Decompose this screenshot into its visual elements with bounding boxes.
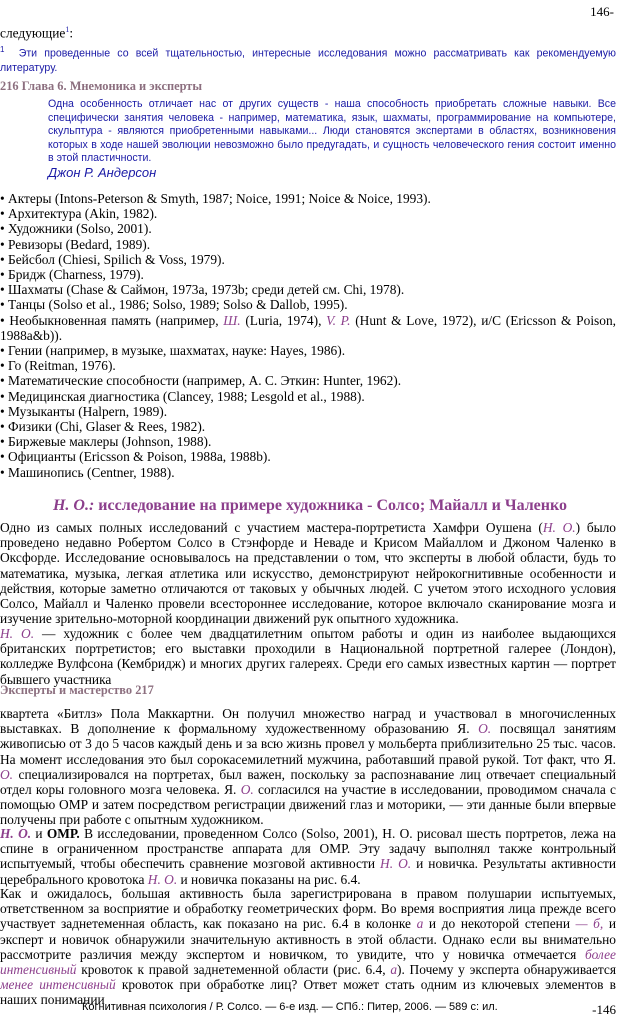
memory-text-b: (Luria, 1974), (240, 312, 327, 328)
list-item: • Шахматы (Chase & Саймон, 1973a, 1973b; среди детей см. Chi, 1978). (0, 282, 405, 298)
para5-ia2: а (390, 962, 398, 978)
para3-o3: О. (240, 782, 254, 798)
memory-vp: V. P. (326, 312, 351, 328)
para4-ho3: Н. О. (147, 871, 178, 887)
intro-colon: : (69, 25, 74, 41)
list-item: • Биржевые маклеры (Johnson, 1988). (0, 434, 212, 450)
para5-ib: — б, (575, 916, 604, 932)
footnote (0, 43, 616, 75)
list-item: • Танцы (Solso et al., 1986; Solso, 1989; Solso & Dallob, 1995). (0, 297, 348, 313)
para3-o2: О. (0, 766, 14, 782)
para5-text-f: кровоток при обработке лиц? Ответ может стать одним из ключевых элементов в наших понимании (0, 977, 616, 1008)
para5-more-intense: более интенсивный (0, 946, 616, 978)
intro-line (0, 22, 616, 41)
list-item: • Музыканты (Halpern, 1989). (0, 403, 168, 419)
para1-text-b: ) было проведено недавно Робертом Солсо в Стэнфорде и Неваде и Крисом Майаллом и Джоном Чаленко в Оксфорде. Исследование основывалось на представлении о том, что эксперты в любой области, будь то математика, музыка, легкая атлетика или искусство, демонстрируют нейрокогнитивные особенности и действия, которые заметно отличаются от таковых у обычных людей. С учетом этого исходного условия Солсо, Майалл и Чаленко провели всестороннее исследование, которое включало сканирование мозга и изучение зрительно-моторной координации движений рук опытного художника. (0, 520, 617, 627)
para5-text-c: и эксперт и новичок обнаружили значительную активность в этой области. Однако если вы внимательно рассмотрите различия между экспертом и новичком, то увидите, что у новичка отмечается (0, 916, 616, 962)
list-item: • Актеры (Intons-Peterson & Smyth, 1987; Noice, 1991; Noice & Noice, 1993). (0, 191, 431, 206)
list-item: • Го (Reitman, 1976). (0, 358, 116, 374)
list-item: • Медицинская диагностика (Clancey, 1988; Lesgold et al., 1988). (0, 388, 365, 404)
para3-text-a: квартета «Битлз» Пола Маккартни. Он получил множество наград и участвовал в многочисленных выставках. В дополнение к формальному художественному образованию Я. (0, 706, 616, 737)
para4-omr: ОМР. (46, 826, 80, 841)
list-item: • Официанты (Ericsson & Poison, 1988a, 1988b). (0, 449, 271, 465)
list-item: • Математические способности (например, А. С. Эткин: Hunter, 1962). (0, 373, 402, 389)
epigraph-text: Одна особенность отличает нас от других существ - наша способность приобретать сложные навыки. Все специфически занятия человека - например, математика, язык, шахматы, программирование на компьютере, скульптура - являются приобретенными навыками... Люди становятся экспертами в областях, возникновения которых в ходе нашей эволюции невозможно было предугадать, и сущность человеческого гения состоит именно в этой пластичности. (48, 98, 616, 165)
paragraph-1 (0, 520, 616, 626)
list-item: • Бридж (Charness, 1979). (0, 267, 144, 283)
footnote-mark: 1 (0, 45, 5, 54)
para3-text-b: посвящал занятиям живописью от 3 до 5 часов каждый день и за всю жизнь провел у мольберта приблизительно 25 тыс. часов. На момент исследования это был сорокасемилетний мужчина, работавший правой рукой. Тот факт, что Я. (0, 721, 616, 767)
para5-ia: а (416, 916, 424, 932)
page-number-bottom: -146 (592, 1002, 616, 1017)
para4-and: и (31, 826, 47, 841)
para4-ho2: Н. О. (380, 856, 412, 872)
running-header-2: Эксперты и мастерство 217 (0, 683, 154, 697)
para3-o1: О. (478, 721, 492, 737)
para1-text-a: Одно из самых полных исследований с участием мастера-портретиста Хамфри Оушена ( (0, 520, 543, 535)
paragraph-4 (0, 826, 616, 887)
paragraph-2 (0, 626, 616, 687)
memory-text-c: (Hunt & Love, 1972), и/C (Ericsson & Poison, 1988a&b)). (0, 312, 616, 343)
para4-text-c: и новичка показаны на рис. 6.4. (177, 871, 361, 887)
footnote-ref[interactable]: 1 (65, 25, 70, 34)
para2-text: — художник с более чем двадцатилетним опытом работы и один из наиболее выдающихся британских портретистов; его выставки проходили в Национальной портретной галерее (Лондон), колледже Вулфсона (Кембридж) и многих других галереях. Среди его самых известных картин — портрет бывшего участника (0, 626, 616, 687)
intro-word: следующие (0, 25, 66, 41)
para4-text-a: В исследовании, проведенном Солсо (Solso, 2001), Н. О. рисовал шесть портретов, лежа на спине в ограниченном пространстве аппарата для ОМР. Эту задачу выполнял также контрольный испытуемый, чтобы обеспечить сравнение мозговой активности (0, 826, 616, 872)
chapter-header: 216 Глава 6. Мнемоника и эксперты (0, 79, 203, 93)
memory-text-a: • Необыкновенная память (например, (0, 312, 224, 328)
page-number-top: 146- (590, 4, 614, 19)
book-footer: Когнитивная психология / Р. Солсо. — 6-е изд. — СПб.: Питер, 2006. — 589 с: ил. (82, 1001, 498, 1013)
list-item: • Художники (Solso, 2001). (0, 221, 152, 237)
list-item: • Ревизоры (Bedard, 1989). (0, 236, 151, 252)
memory-sh: Ш. (223, 312, 241, 328)
section-title (0, 497, 620, 515)
expertise-list (0, 191, 616, 480)
para4-text-b: и новичка. Результаты активности церебрального кровотока (0, 856, 617, 887)
para5-less-intense: менее интенсивный (0, 977, 116, 993)
paragraph-3 (0, 706, 616, 828)
list-item: • Физики (Chi, Glaser & Rees, 1982). (0, 419, 206, 435)
list-item: • Бейсбол (Chiesi, Spilich & Voss, 1979). (0, 251, 225, 267)
epigraph-author: Джон Р. Андерсон (48, 164, 157, 180)
para3-text-c: специализировался на портретах, был важен, поскольку за распознавание лиц отвечает специальный отдел коры головного мозга человека. Я. (0, 766, 616, 798)
para5-text-d: кровоток к правой заднетеменной области (рис. 6.4, (76, 962, 391, 978)
footnote-text: Эти проведенные со всей тщательностью, интересные исследования можно рассматривать как рекомендуемую литературу. (0, 47, 617, 74)
list-item-memory (0, 313, 616, 343)
para3-text-d: согласился на участие в исследовании, проводимом сначала с помощью ОМР и затем посредством регистрации движений глаз и моторики, — эти данные были впервые получены при работе с опытным художником. (0, 782, 616, 828)
para1-ho: Н. О. (542, 520, 576, 535)
section-title-ho: Н. О.: (52, 497, 95, 514)
para5-text-a: Как и ожидалось, большая активность была зарегистрирована в правом полушарии испытуемых, ответственном за восприятие и обработку геометрических форм. Во время восприятия лица прежде всего участвует заднетеменная область, как показано на рис. 6.4 в колонке (0, 886, 616, 932)
para2-ho: Н. О. (0, 626, 35, 641)
para5-text-e: ). Почему у эксперта обнаруживается (397, 962, 616, 978)
list-item: • Машинопись (Centner, 1988). (0, 464, 175, 480)
para5-text-b: и до некоторой степени (423, 916, 576, 932)
epigraph (48, 98, 616, 180)
list-item: • Архитектура (Akin, 1982). (0, 206, 158, 222)
para4-ho: Н. О. (0, 826, 32, 841)
list-item: • Гении (например, в музыке, шахматах, науке: Hayes, 1986). (0, 343, 346, 359)
section-title-rest: исследование на примере художника - Солсо; Майалл и Чаленко (94, 497, 568, 514)
paragraph-5 (0, 886, 616, 1008)
